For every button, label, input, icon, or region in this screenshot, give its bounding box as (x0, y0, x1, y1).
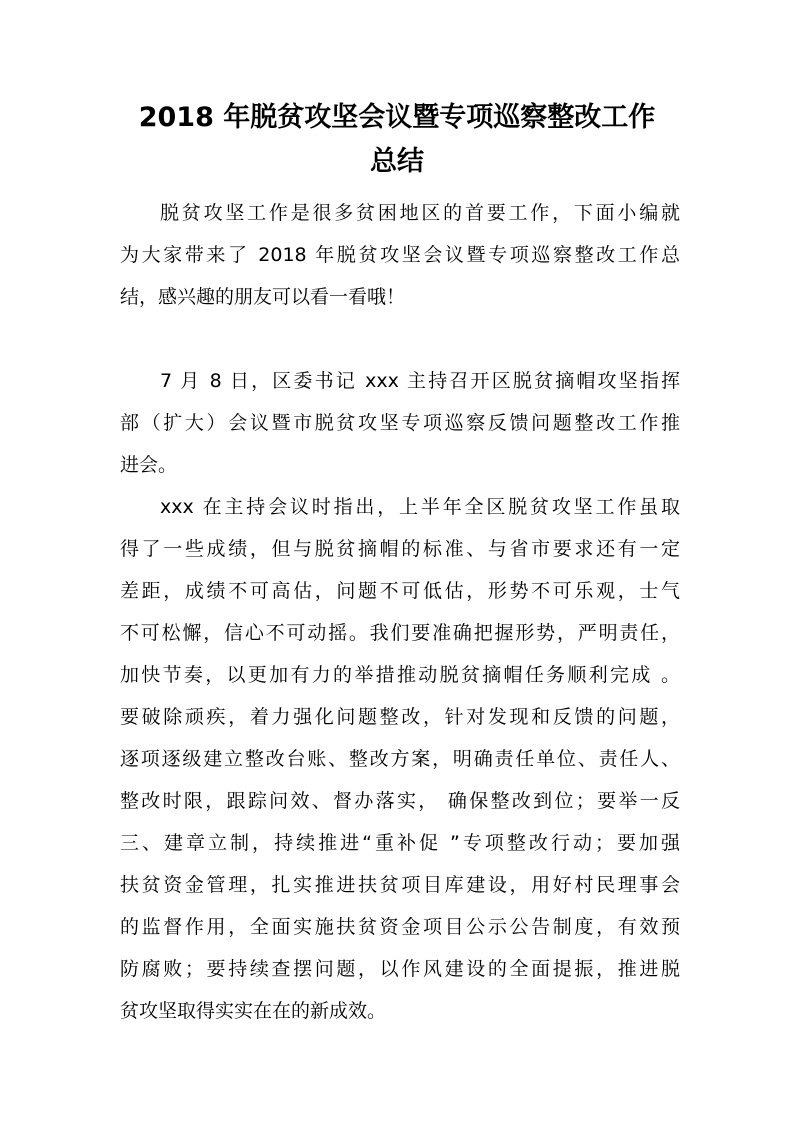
text-line: 脱贫攻坚工作是很多贫困地区的首要工作，下面小编就 (160, 202, 680, 224)
text-line: 差距，成绩不可高估，问题不可低估，形势不可乐观，士气 (120, 580, 680, 602)
text-line: 的监督作用，全面实施扶贫资金项目公示公告制度，有效预 (120, 916, 680, 938)
text-line: 进会。 (120, 454, 178, 476)
text-line: 部（扩大）会议暨市脱贫攻坚专项巡察反馈问题整改工作推 (120, 412, 680, 434)
text-line: 逐项逐级建立整改台账、整改方案，明确责任单位、责任人、 (120, 748, 680, 770)
text-line: 三、建章立制，持续推进“重补促 ”专项整改行动；要加强 (120, 832, 680, 854)
text-line: 结，感兴趣的朋友可以看一看哦！ (120, 286, 406, 308)
document-title-line-2: 总结 (370, 146, 424, 177)
text-line: 贫攻坚取得实实在在的新成效。 (120, 1000, 387, 1022)
text-line: 加快节奏，以更加有力的举措推动脱贫摘帽任务顺利完成 。 (120, 664, 680, 686)
text-line: 7 月 8 日，区委书记 xxx 主持召开区脱贫摘帽攻坚指挥 (160, 370, 680, 392)
text-line: xxx 在主持会议时指出，上半年全区脱贫攻坚工作虽取 (160, 496, 680, 518)
text-line: 防腐败；要持续查摆问题，以作风建设的全面提振，推进脱 (120, 958, 680, 980)
text-line: 不可松懈，信心不可动摇。我们要准确把握形势，严明责任， (120, 622, 680, 644)
document-title-line-1: 2018 年脱贫攻坚会议暨专项巡察整改工作 (138, 102, 656, 133)
text-line: 为大家带来了 2018 年脱贫攻坚会议暨专项巡察整改工作总 (120, 244, 680, 266)
text-line: 整改时限，跟踪问效、督办落实， 确保整改到位；要举一反 (120, 790, 680, 812)
text-line: 得了一些成绩，但与脱贫摘帽的标准、与省市要求还有一定 (120, 538, 680, 560)
text-line: 扶贫资金管理，扎实推进扶贫项目库建设，用好村民理事会 (120, 874, 680, 896)
text-line: 要破除顽疾，着力强化问题整改，针对发现和反馈的问题， (120, 706, 680, 728)
